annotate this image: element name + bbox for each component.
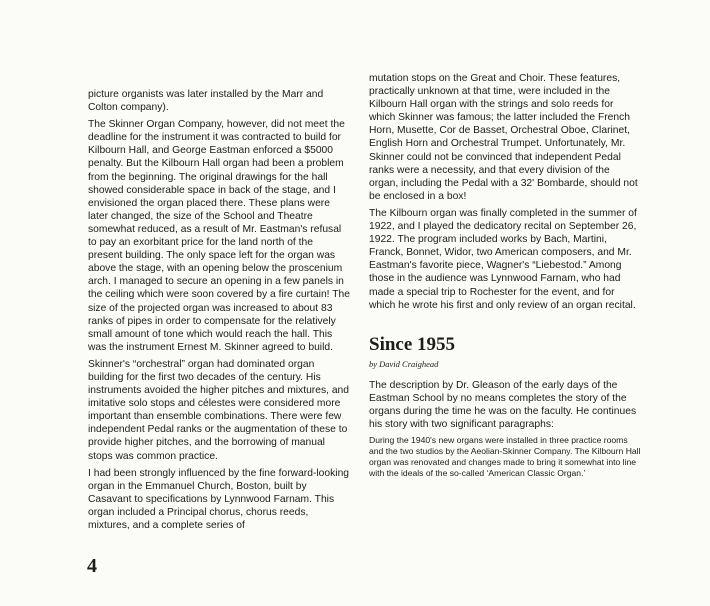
paragraph: The Skinner Organ Company, however, did not meet the deadline for the instrument it was contracted to build for Kilbourn Hall, and George Eastman enforced a $5000 penalty. But the Kilbourn Hall organ had been a problem from the beginning. The original drawings for the hall showed considerable space in back of the stage, and I envisioned the organ placed there. These plans were later changed, the size of the School and Theatre somewhat reduced, as a result of Mr. Eastman's refusal to pay an exorbitant price for the land north of the present building. The only space left for the organ was above the stage, with an opening below the proscenium arch. I managed to secure an opening in a few panels in the ceiling which were soon covered by a fire curtain! The size of the projected organ was increased to about 83 ranks of pipes in order to compensate for the relatively small amount of tone which would reach the hall. This was the instrument Ernest M. Skinner agreed to build. [88, 119, 350, 353]
section-heading: Since 1955 [369, 333, 456, 355]
paragraph: The description by Dr. Gleason of the early days of the Eastman School by no means completes the story of the organs during the time he was on the faculty. He continues his story with two significant paragraphs: [369, 379, 637, 430]
paragraph: The Kilbourn organ was finally completed in the summer of 1922, and I played the dedicatory recital on September 26, 1922. The program included works by Bach, Martini, Franck, Bonnet, Widor, two American composers, and Mr. Eastman's favorite piece, Wagner's “Liebestod.” Among those in the audience was Lynnwood Farnam, who had made a special trip to Rochester for the event, and for which he wrote his first and only review of an organ recital. [369, 207, 637, 311]
right-column [369, 72, 641, 483]
left-column [88, 88, 350, 536]
paragraph: picture organists was later installed by the Marr and Colton company). [88, 89, 324, 114]
block-quote: During the 1940's new organs were installed in three practice rooms and the two studios by the Aeolian-Skinner Company. The Kilbourn Hall organ was renovated and changes made to bring it somewhat into line with the ideals of the so-called ‘American Classic Organ.’ [369, 435, 641, 479]
paragraph: mutation stops on the Great and Choir. These features, practically unknown at that time, were included in the Kilbourn Hall organ with the strings and solo reeds for which Skinner was famous; the latter included the French Horn, Musette, Cor de Basset, Orchestral Oboe, Clarinet, English Horn and Orchestral Trumpet. Unfortunately, Mr. Skinner could not be convinced that independent Pedal ranks were a necessity, and that every division of the organ, including the Pedal with a 32' Bombarde, should not be enclosed in a box! [369, 73, 638, 202]
page-number: 4 [87, 555, 97, 577]
paragraph: I had been strongly influenced by the fine forward-looking organ in the Emmanuel Church, Boston, built by Casavant to specifications by Lynnwood Farnam. This organ included a Principal chorus, chorus reeds, mixtures, and a complete series of [88, 467, 350, 531]
byline: by David Craighead [369, 358, 439, 369]
paragraph: Skinner's “orchestral” organ had dominated organ building for the first two decades of the century. His instruments avoided the higher pitches and mixtures, and imitative solo stops and célestes were considered more important than ensemble combinations. There were few independent Pedal ranks or the augmentation of these to provide higher pitches, and the borrowing of manual stops was common practice. [88, 358, 350, 462]
